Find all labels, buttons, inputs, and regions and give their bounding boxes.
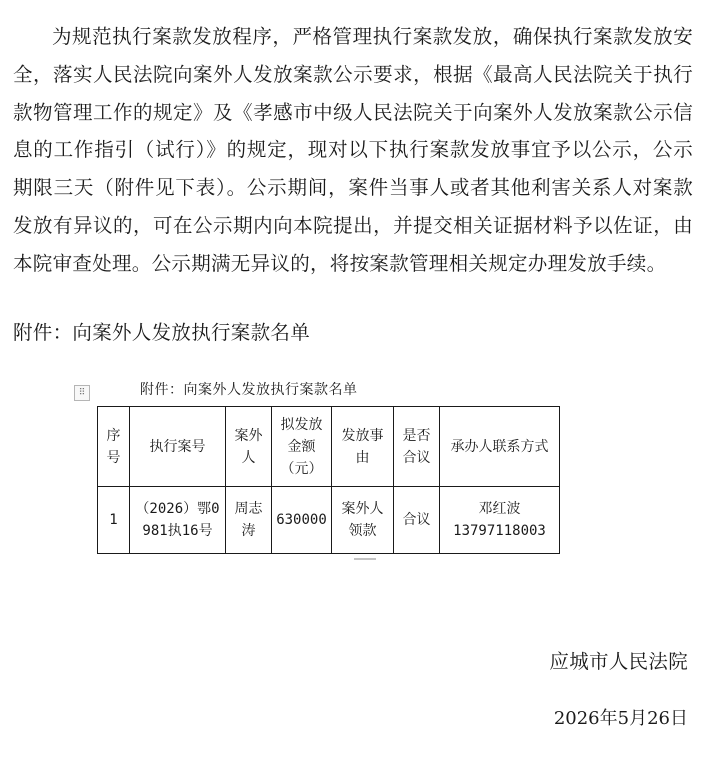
table-row	[98, 487, 560, 554]
cell-case-no: （2026）鄂0981执16号	[130, 487, 226, 554]
header-payee: 案外人	[226, 407, 272, 487]
court-signature: 应城市人民法院	[549, 650, 688, 673]
header-contact: 承办人联系方式	[440, 407, 560, 487]
cell-amount: 630000	[272, 487, 332, 554]
table-caption: 附件：向案外人发放执行案款名单	[140, 382, 358, 398]
payout-table	[97, 406, 560, 554]
contact-phone: 13797118003	[453, 523, 546, 539]
cell-index: 1	[98, 487, 130, 554]
attachment-reference: 附件：向案外人发放执行案款名单	[13, 321, 311, 344]
header-case-no: 执行案号	[130, 407, 226, 487]
notice-body-paragraph: 为规范执行案款发放程序，严格管理执行案款发放，确保执行案款发放安全，落实人民法院向案外人发放案款公示要求，根据《最高人民法院关于执行款物管理工作的规定》及《孝感市中级人民法院关于向案外人发放案款公示信息的工作指引（试行）》的规定，现对以下执行案款发放事宜予以公示，公示期限三天（附件见下表）。公示期间，案件当事人或者其他利害关系人对案款发放有异议的，可在公示期内向本院提出，并提交相关证据材料予以佐证，由本院审查处理。公示期满无异议的，将按案款管理相关规定办理发放手续。	[13, 25, 693, 275]
header-index: 序号	[98, 407, 130, 487]
header-reason: 发放事由	[332, 407, 394, 487]
cell-reason: 案外人领款	[332, 487, 394, 554]
cell-contact	[440, 487, 560, 554]
header-collegial: 是否合议	[394, 407, 440, 487]
table-header-row	[98, 407, 560, 487]
table-resize-handle[interactable]	[354, 558, 376, 560]
header-amount: 拟发放金额（元）	[272, 407, 332, 487]
cell-payee: 周志涛	[226, 487, 272, 554]
contact-name: 邓红波	[478, 501, 521, 517]
move-handle-icon[interactable]: ⠿	[74, 385, 90, 401]
notice-date: 2026年5月26日	[553, 708, 688, 729]
cell-collegial: 合议	[394, 487, 440, 554]
